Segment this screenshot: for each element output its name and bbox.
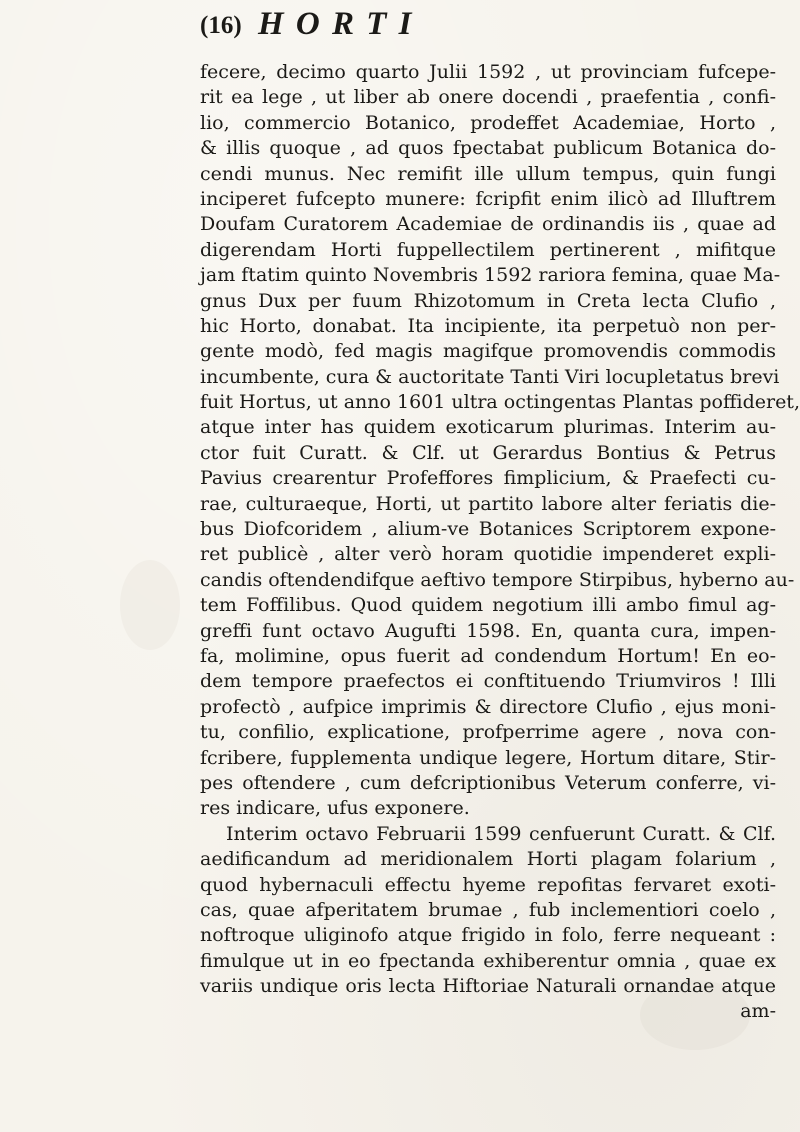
text-line: Interim octavo Februarii 1599 cenfuerunt Curatt. & Clf. <box>226 822 776 845</box>
text-line: tu, confilio, explicatione, profperrime agere , nova con- <box>200 721 776 744</box>
text-line: gente modò, fed magis magifque promovendis commodis <box>200 340 776 363</box>
text-line: fuit Hortus, ut anno 1601 ultra octingentas Plantas poffideret, <box>200 391 800 414</box>
text-line: lio, commercio Botanico, prodeffet Academiae, Horto , <box>200 111 776 134</box>
text-line: bus Diofcoridem , alium-ve Botanices Scriptorem expone- <box>200 518 776 541</box>
text-line: digerendam Horti fuppellectilem pertinerent , mifitque <box>200 238 776 261</box>
text-line: dem tempore praefectos ei conftituendo Triumviros ! Illi <box>200 670 776 693</box>
text-line: inciperet fufcepto munere: fcripfit enim ilicò ad Illuftrem <box>200 187 776 210</box>
paper-stain <box>120 560 180 650</box>
text-line: rae, culturaeque, Horti, ut partito labore alter feriatis die- <box>200 492 776 515</box>
running-head <box>200 4 800 60</box>
text-line: ctor fuit Curatt. & Clf. ut Gerardus Bontius & Petrus <box>200 441 776 464</box>
text-line: noftroque uliginofo atque frigido in folo, ferre nequeant : <box>200 924 776 947</box>
text-line: aedificandum ad meridionalem Horti plagam folarium , <box>200 848 776 871</box>
text-line: rit ea lege , ut liber ab onere docendi , praefentia , confi- <box>200 86 776 109</box>
text-line: res indicare, ufus exponere. <box>200 797 470 820</box>
text-line: hic Horto, donabat. Ita incipiente, ita perpetuò non per- <box>200 314 776 337</box>
text-line: tem Foffilibus. Quod quidem negotium illi ambo fimul ag- <box>200 594 776 617</box>
text-line: fa, molimine, opus fuerit ad condendum Hortum! En eo- <box>200 644 776 667</box>
text-line: am- <box>740 1000 776 1023</box>
text-line: incumbente, cura & auctoritate Tanti Viri locupletatus brevi <box>200 365 780 388</box>
page-number: (16) <box>200 12 242 39</box>
text-line: ret publicè , alter verò horam quotidie impenderet expli- <box>200 543 776 566</box>
text-line: jam ftatim quinto Novembris 1592 rariora femina, quae Ma- <box>200 264 781 287</box>
text-line: pes oftendere , cum defcriptionibus Veterum conferre, vi- <box>200 771 776 794</box>
text-line: gnus Dux per fuum Rhizotomum in Creta lecta Clufio , <box>200 289 776 312</box>
text-line: cendi munus. Nec remifit ille ullum tempus, quin fungi <box>200 162 776 185</box>
body-text <box>200 60 800 1025</box>
text-line: variis undique oris lecta Hiftoriae Naturali ornandae atque <box>200 975 776 998</box>
text-line: fecere, decimo quarto Julii 1592 , ut provinciam fufcepe- <box>200 61 776 83</box>
text-line: & illis quoque , ad quos fpectabat publicum Botanica do- <box>200 137 776 160</box>
text-line: Doufam Curatorem Academiae de ordinandis iis , quae ad <box>200 213 776 236</box>
text-line: fimulque ut in eo fpectanda exhiberentur omnia , quae ex <box>200 949 776 972</box>
text-line: cas, quae afperitatem brumae , fub inclementiori coelo , <box>200 898 776 921</box>
text-line: quod hybernaculi effectu hyeme repofitas fervaret exoti- <box>200 873 776 896</box>
text-line: candis oftendendifque aeftivo tempore Stirpibus, hyberno au- <box>200 568 795 591</box>
text-line: profectò , aufpice imprimis & directore Clufio , ejus moni- <box>200 695 776 718</box>
text-line: greffi funt octavo Augufti 1598. En, quanta cura, impen- <box>200 619 776 642</box>
text-line: fcribere, fupplementa undique legere, Hortum ditare, Stir- <box>200 746 776 769</box>
text-line: atque inter has quidem exoticarum plurimas. Interim au- <box>200 416 776 439</box>
text-line: Pavius crearentur Profeffores fimplicium, & Praefecti cu- <box>200 467 776 490</box>
running-title: H O R T I <box>258 6 412 42</box>
